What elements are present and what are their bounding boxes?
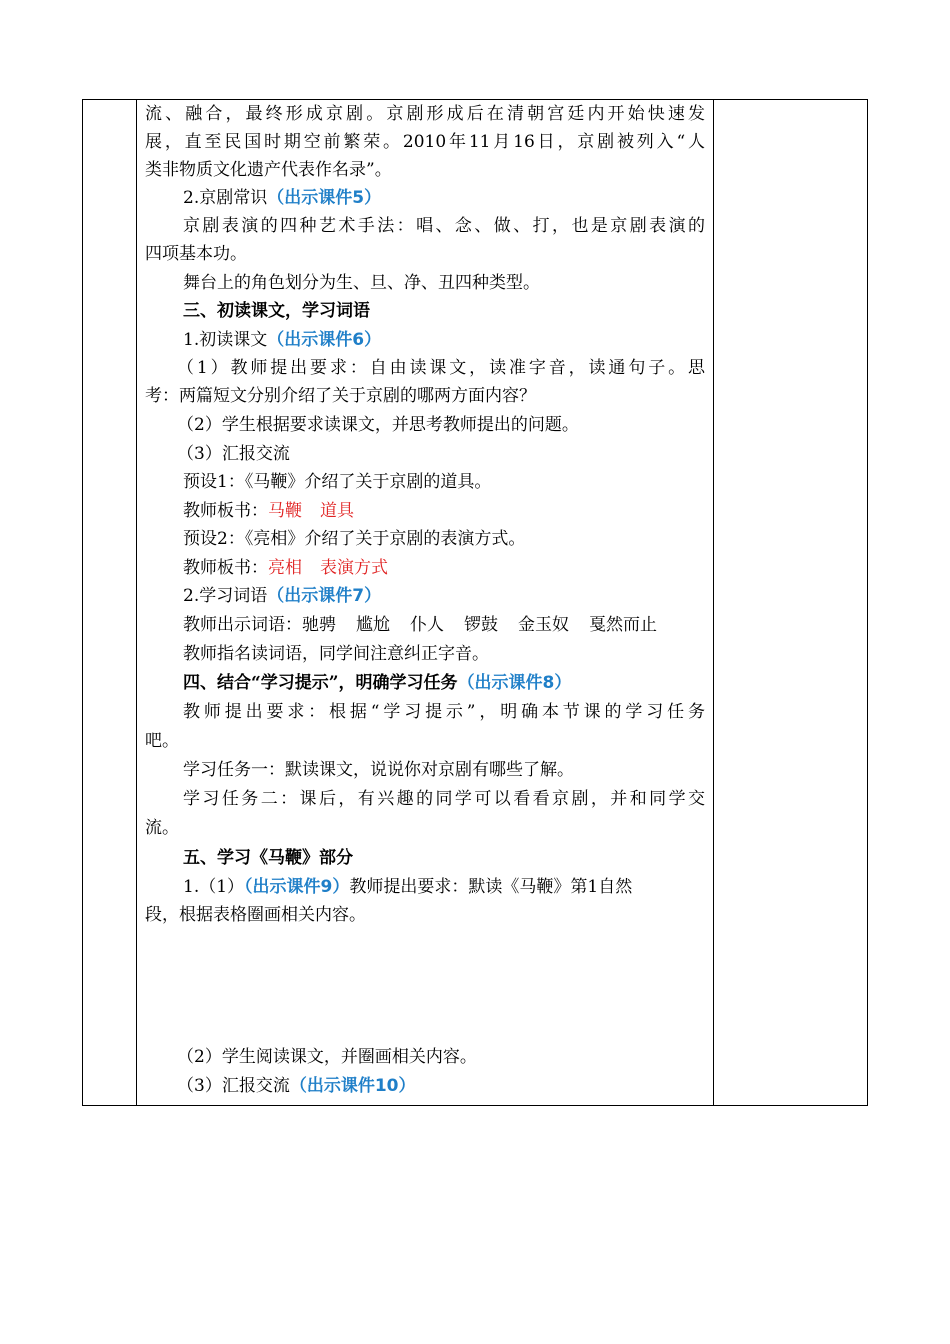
text-line: 类非物质文化遗产代表作名录”。 xyxy=(145,160,392,180)
board-label: 教师板书： xyxy=(183,558,268,578)
text-line: 段，根据表格圈画相关内容。 xyxy=(145,905,366,925)
slide-reference: （出示课件6） xyxy=(267,330,382,350)
section-subheading xyxy=(145,1072,705,1100)
text-line: 流、融合，最终形成京剧。京剧形成后在清朝宫廷内开始快速发 xyxy=(145,104,705,124)
section-subheading xyxy=(145,582,705,610)
vocabulary-label: 教师出示词语： xyxy=(183,615,302,635)
section-heading-3: 三、初读课文，学习词语 xyxy=(183,301,370,321)
text-line: （1）教师提出要求：自由读课文，读准字音，读通句子。思 xyxy=(177,358,705,378)
board-writing-line xyxy=(145,554,705,582)
text-line: 京剧表演的四种艺术手法：唱、念、做、打，也是京剧表演的 xyxy=(183,216,705,236)
task-line xyxy=(145,873,705,901)
vocabulary-word: 金玉奴 xyxy=(518,615,569,635)
task-text: 教师提出要求：默读《马鞭》第1自然 xyxy=(349,877,633,897)
section-subheading xyxy=(145,326,705,354)
vocabulary-word: 锣鼓 xyxy=(464,615,498,635)
slide-reference: （出示课件7） xyxy=(267,586,382,606)
slide-reference: （出示课件8） xyxy=(457,673,572,693)
text-line: 吧。 xyxy=(145,731,179,751)
subheading-text: 1.初读课文 xyxy=(183,330,268,350)
section-heading-5: 五、学习《马鞭》部分 xyxy=(183,848,353,868)
vocabulary-word: 尴尬 xyxy=(356,615,390,635)
text-line: 教师提出要求：根据“学习提示”，明确本节课的学习任务 xyxy=(183,702,705,722)
column-divider-2 xyxy=(713,100,714,1105)
text-line: （3）汇报交流 xyxy=(177,444,290,464)
text-line: 考：两篇短文分别介绍了关于京剧的哪两方面内容？ xyxy=(145,386,536,406)
board-word: 表演方式 xyxy=(320,558,388,578)
text-line: 预设2：《亮相》介绍了关于京剧的表演方式。 xyxy=(183,529,526,549)
board-label: 教师板书： xyxy=(183,501,268,521)
text-line: 四项基本功。 xyxy=(145,244,247,264)
text-line: 学习任务一：默读课文，说说你对京剧有哪些了解。 xyxy=(183,760,574,780)
subheading-text: 2.京剧常识 xyxy=(183,188,268,208)
heading-text: 四、结合“学习提示”，明确学习任务 xyxy=(183,673,458,693)
board-word: 道具 xyxy=(320,501,354,521)
slide-reference: （出示课件9） xyxy=(244,877,350,897)
column-divider-1 xyxy=(136,100,137,1105)
subheading-text: 2.学习词语 xyxy=(183,586,268,606)
text-line: 教师指名读词语，同学间注意纠正字音。 xyxy=(183,644,489,664)
text-line: 学习任务二：课后，有兴趣的同学可以看看京剧，并和同学交 xyxy=(183,789,705,809)
section-subheading xyxy=(145,184,705,212)
vocabulary-word: 戛然而止 xyxy=(589,615,657,635)
slide-reference: （出示课件10） xyxy=(289,1076,416,1096)
slide-reference: （出示课件5） xyxy=(267,188,382,208)
text-line: 展，直至民国时期空前繁荣。2010年11月16日，京剧被列入“人 xyxy=(145,132,705,152)
text-line: 流。 xyxy=(145,818,179,838)
vocabulary-line xyxy=(145,611,705,639)
task-number: 1.（1） xyxy=(183,877,245,897)
text-line: （2）学生根据要求读课文，并思考教师提出的问题。 xyxy=(177,415,579,435)
board-word: 亮相 xyxy=(268,558,302,578)
board-writing-line xyxy=(145,497,705,525)
board-word: 马鞭 xyxy=(268,501,302,521)
vocabulary-word: 驰骋 xyxy=(302,615,336,635)
text-line: 舞台上的角色划分为生、旦、净、丑四种类型。 xyxy=(183,273,540,293)
text-line: （2）学生阅读课文，并圈画相关内容。 xyxy=(177,1047,477,1067)
vocabulary-word: 仆人 xyxy=(410,615,444,635)
section-heading-4 xyxy=(145,669,705,697)
subheading-text: （3）汇报交流 xyxy=(177,1076,290,1096)
text-line: 预设1：《马鞭》介绍了关于京剧的道具。 xyxy=(183,472,492,492)
